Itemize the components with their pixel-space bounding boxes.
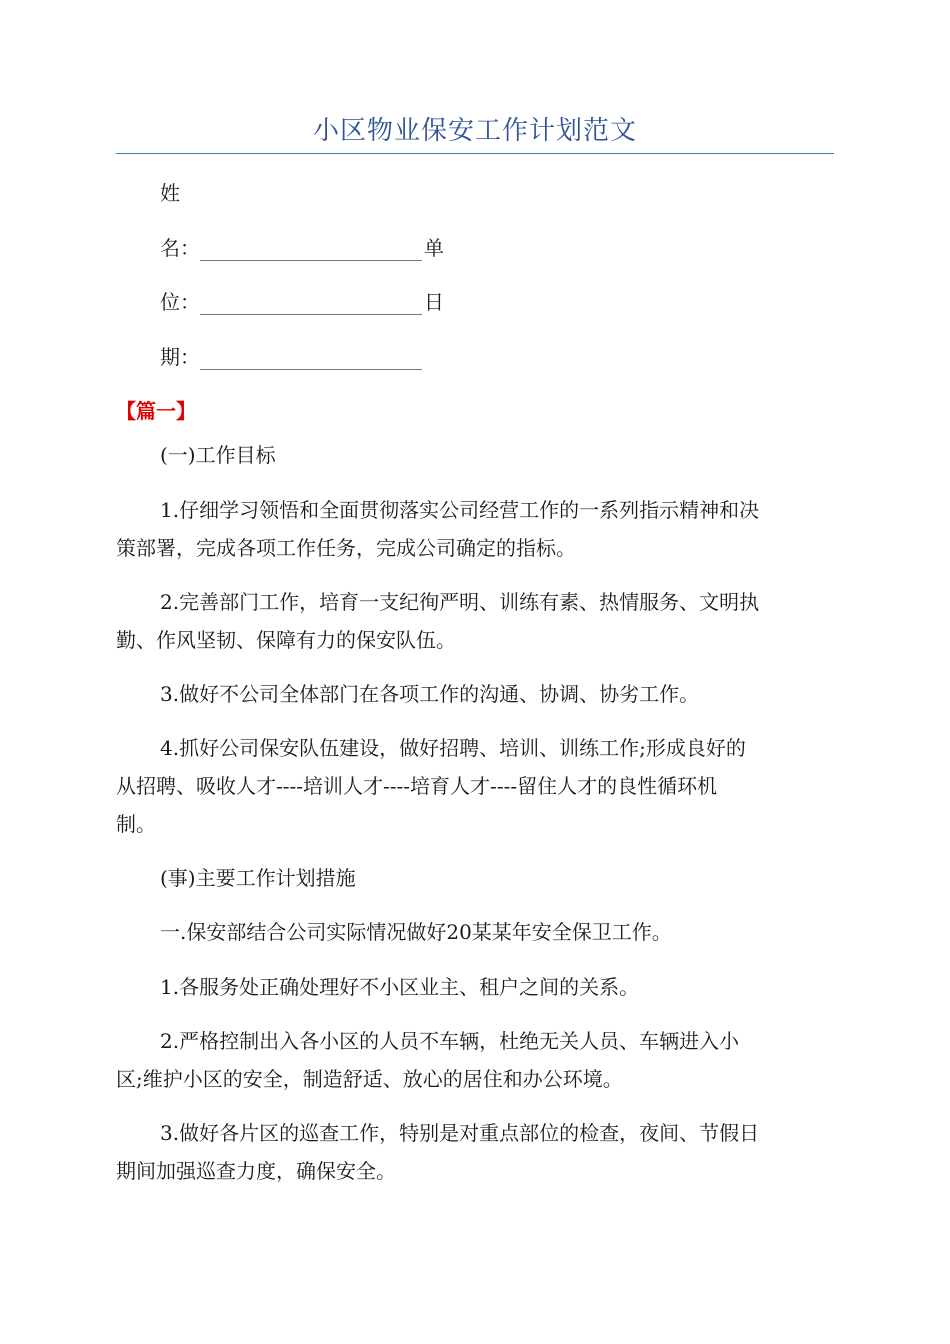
form-line-name: 名： 单 — [160, 236, 444, 260]
text-line: 4.抓好公司保安队伍建设，做好招聘、培训、训练工作;形成良好的 — [160, 736, 746, 760]
text-line: 1.各服务处正确处理好不小区业主、租户之间的关系。 — [160, 975, 640, 999]
text-line: 1.仔细学习领悟和全面贯彻落实公司经营工作的一系列指示精神和决 — [160, 498, 760, 522]
date-blank — [200, 347, 422, 370]
text-line: 3.做好各片区的巡查工作，特别是对重点部位的检查，夜间、节假日 — [160, 1121, 760, 1145]
unit-label: 位： — [160, 290, 200, 314]
unit-blank — [200, 292, 422, 315]
title-underline — [116, 153, 834, 154]
text-line: 2.完善部门工作，培育一支纪徇严明、训练有素、热情服务、文明执 — [160, 590, 760, 614]
section-heading: 【篇一】 — [116, 399, 196, 423]
name-blank — [200, 238, 422, 261]
text-line: (一)工作目标 — [160, 443, 276, 467]
form-line-date — [160, 340, 834, 374]
document-title: 小区物业保安工作计划范文 — [312, 116, 637, 146]
form-line-name-start: 姓 — [160, 181, 180, 205]
form-line-unit: 位： 日 — [160, 290, 444, 314]
text-line: (事)主要工作计划措施 — [160, 866, 356, 890]
text-line: 期间加强巡查力度，确保安全。 — [116, 1159, 396, 1183]
text-line: 勤、作风坚韧、保障有力的保安队伍。 — [116, 628, 456, 652]
text-line: 策部署，完成各项工作任务，完成公司确定的指标。 — [116, 536, 576, 560]
text-line: 一.保安部结合公司实际情况做好20某某年安全保卫工作。 — [160, 920, 672, 944]
date-label: 期： — [160, 345, 200, 369]
name-label: 名： — [160, 236, 200, 260]
text-line: 区;维护小区的安全，制造舒适、放心的居住和办公环境。 — [116, 1067, 623, 1091]
text-line: 从招聘、吸收人才----培训人才----培育人才----留住人才的良性循环机 — [116, 774, 718, 798]
text-line: 3.做好不公司全体部门在各项工作的沟通、协调、协劣工作。 — [160, 682, 700, 706]
text-line: 制。 — [116, 812, 156, 836]
text-line: 2.严格控制出入各小区的人员不车辆，杜绝无关人员、车辆进入小 — [160, 1029, 740, 1053]
